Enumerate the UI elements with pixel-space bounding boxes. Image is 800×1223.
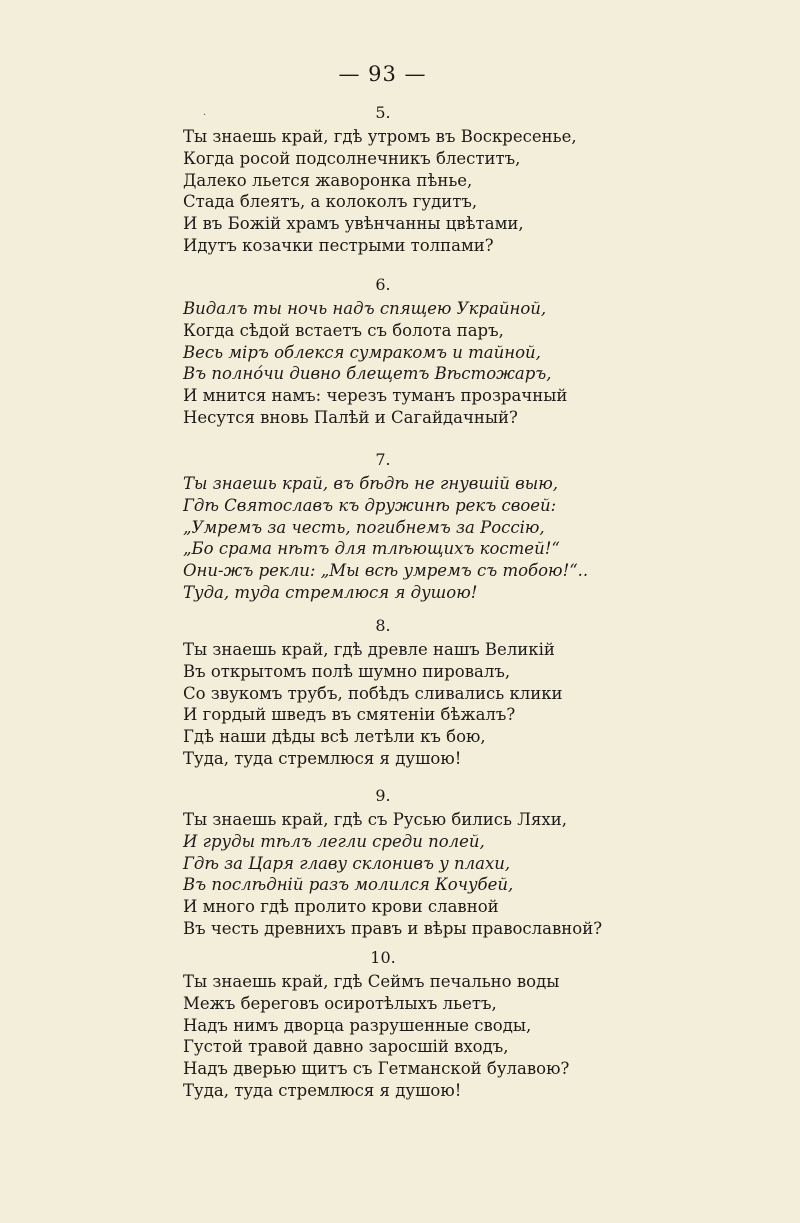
verse-line: Гдѣ Святославъ къ дружинѣ рекъ своей: [183,495,557,515]
verse-line: Надъ дверью щитъ съ Гетманской булавою? [183,1059,570,1079]
verse-line: „Бо срама нѣтъ для тлѣющихъ костей!“ [183,539,560,559]
ink-speck: · [203,110,207,121]
verse-line: Ты знаешь край, въ бѣдѣ не гнувшій выю, [183,474,558,493]
verse-line: И много гдѣ пролито крови славной [183,897,499,917]
stanza-7 [183,447,783,604]
verse-line: Ты знаешь край, гдѣ съ Русью бились Ляхи, [183,810,567,829]
verse-line: Въ честь древнихъ правъ и вѣры православной? [183,918,603,938]
verse-line: Идутъ козачки пестрыми толпами? [183,235,494,255]
verse-line: Туда, туда стремлюся я душою! [183,1080,462,1100]
verse-line: Видалъ ты ночь надъ спящею Украйной, [183,299,547,318]
stanza-number: 9. [375,786,391,805]
verse-line: Несутся вновь Палѣй и Сагайдачный? [183,407,518,427]
verse-line: Со звукомъ трубъ, побѣдъ сливались клики [183,683,563,703]
verse-line: Туда, туда стремлюся я душою! [183,748,462,768]
verse-line: Далеко льется жаворонка пѣнье, [183,170,473,190]
verse-line: Ты знаешь край, гдѣ утромъ въ Воскресенье, [183,127,577,146]
verse-line: Весь міръ облекся сумракомъ и тайной, [183,342,541,362]
verse-line: И въ Божій храмъ увѣнчанны цвѣтами, [183,214,524,234]
stanza-10 [183,945,783,1102]
stanza-number: 8. [375,616,391,635]
verse-line: Надъ нимъ дворца разрушенные своды, [183,1015,532,1035]
verse-line: Межъ береговъ осиротѣлыхъ льетъ, [183,993,497,1013]
verse-line: Въ послѣдній разъ молился Кочубей, [183,875,514,895]
verse-line: Гдѣ наши дѣды всѣ летѣли къ бою, [183,727,486,747]
verse-line: Въ открытомъ полѣ шумно пировалъ, [183,661,511,681]
stanza-number: 10. [370,948,396,967]
verse-line: Туда, туда стремлюся я душою! [183,582,478,602]
verse-line: Въ полнóчи дивно блещетъ Вѣстожаръ, [183,364,552,384]
verse-line: Густой травой давно заросшій входъ, [183,1037,509,1057]
verse-line: И груды тѣлъ легли среди полей, [183,831,485,851]
verse-line: И гордый шведъ въ смятеніи бѣжалъ? [183,705,516,725]
stanza-5 [183,100,783,257]
verse-line: Когда росой подсолнечникъ блеститъ, [183,148,521,168]
verse-line: Ты знаешь край, гдѣ древле нашъ Великій [183,640,555,659]
verse-line: „Умремъ за честь, погибнемъ за Россію, [183,517,545,537]
verse-line: Ты знаешь край, гдѣ Сеймъ печально воды [183,972,560,991]
stanza-number: 6. [375,275,391,294]
verse-line: Гдѣ за Царя главу склонивъ у плахи, [183,853,511,873]
stanza-8 [183,613,783,770]
stanza-number: 5. [375,103,391,122]
page-number: — 93 — [338,62,427,86]
verse-line: Они-жъ рекли: „Мы всѣ умремъ съ тобою!“.. [183,561,589,581]
stanza-number: 7. [375,450,391,469]
stanza-9 [183,783,783,940]
verse-line: Когда сѣдой встаетъ съ болота паръ, [183,320,504,340]
verse-line: И мнится намъ: черезъ туманъ прозрачный [183,386,568,406]
stanza-6 [183,272,783,429]
verse-line: Стада блеятъ, а колоколъ гудитъ, [183,192,478,212]
